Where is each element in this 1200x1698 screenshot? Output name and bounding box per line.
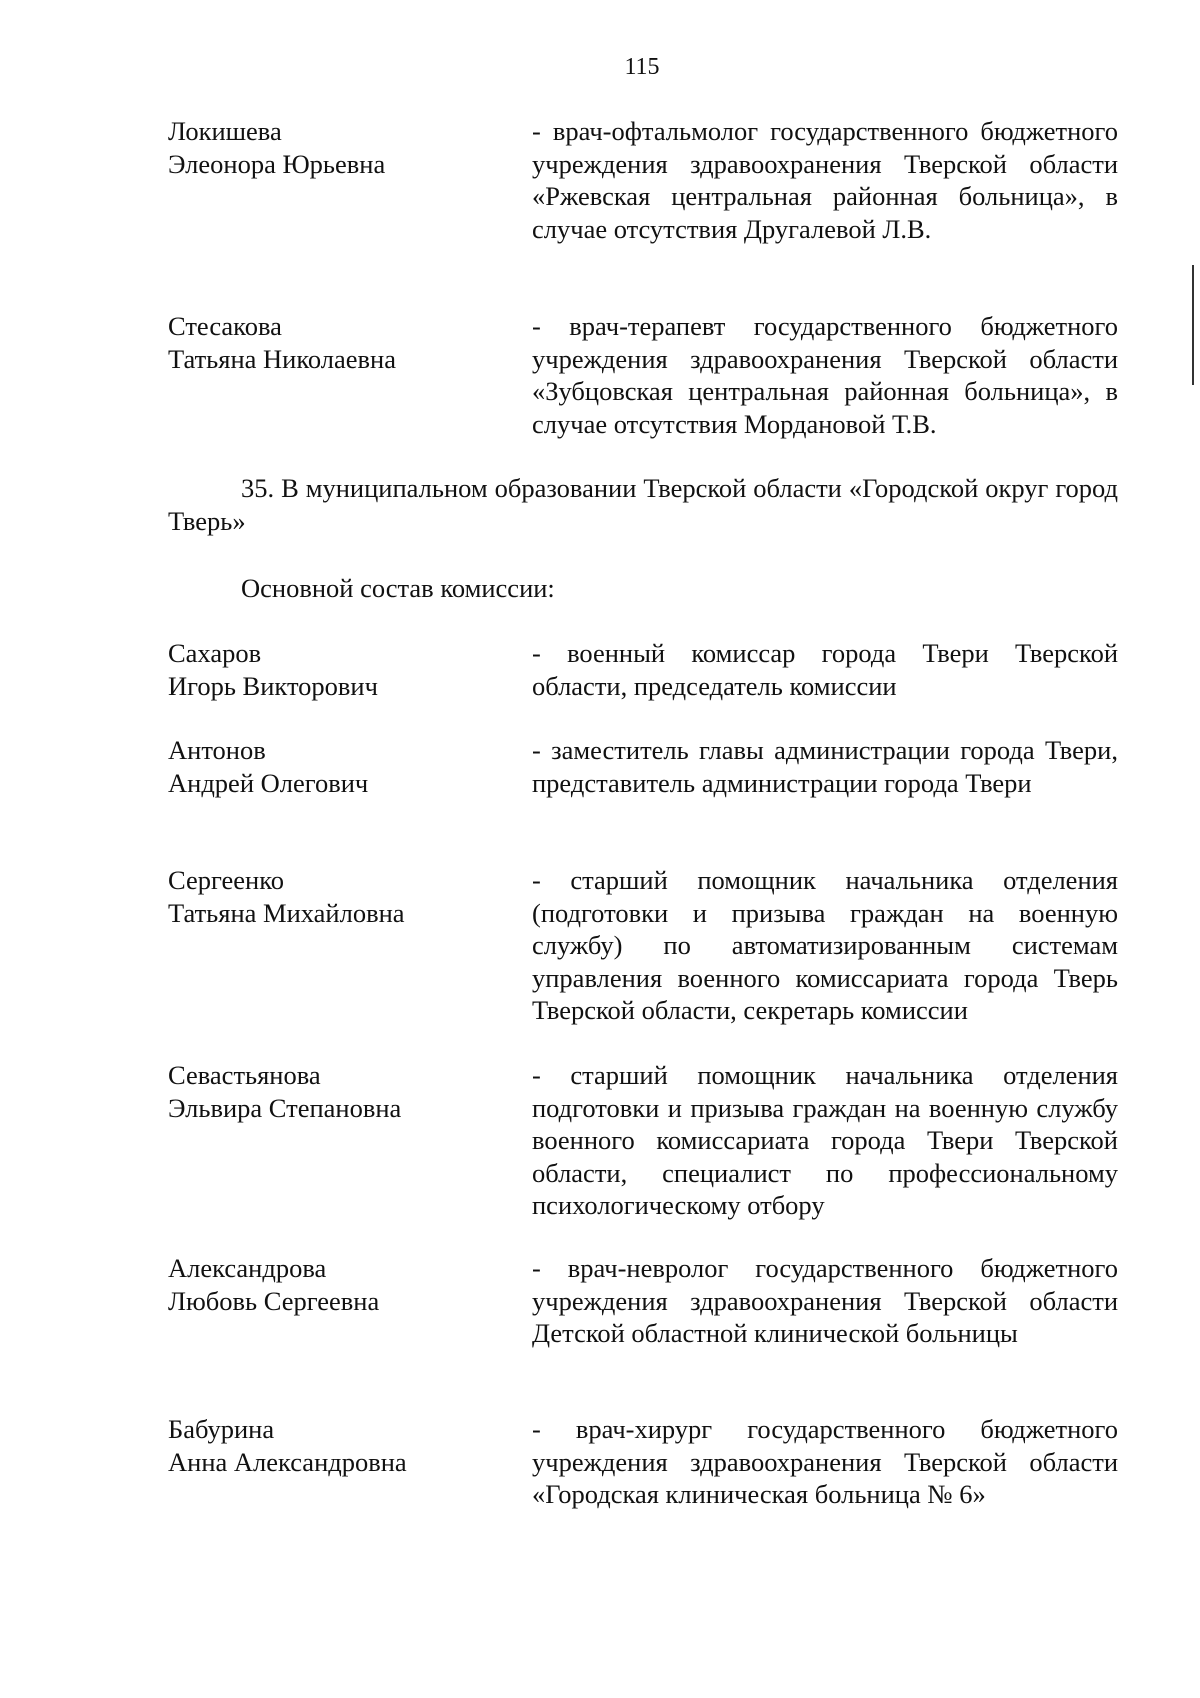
member-role: - врач-хирург государственного бюджетного учреждения здравоохранения Тверской области «Городская клиническая больница № 6» (532, 1414, 1118, 1509)
member-surname: Сергеенко (168, 865, 285, 895)
member-given-names: Эльвира Степановна (168, 1092, 402, 1123)
member-role: - врач-терапевт государственного бюджетного учреждения здравоохранения Тверской области «Зубцовская центральная районная больница», в случае отсутствия Мордановой Т.В. (532, 311, 1118, 439)
scan-edge-mark (1192, 265, 1194, 385)
member-surname: Севастьянова (168, 1060, 321, 1090)
member-surname: Александрова (168, 1253, 327, 1283)
member-given-names: Анна Александровна (168, 1446, 407, 1477)
member-role: - старший помощник начальника отделения подготовки и призыва граждан на военную службу военного комиссариата города Твери Тверской области, специалист по профессиональному психологическому отбору (532, 1060, 1118, 1220)
member-name (168, 1059, 508, 1124)
member-surname: Локишева (168, 116, 282, 146)
member-role: - врач-офтальмолог государственного бюджетного учреждения здравоохранения Тверской области «Ржевская центральная районная больница», в случае отсутствия Другалевой Л.В. (532, 116, 1118, 244)
member-surname: Бабурина (168, 1414, 275, 1444)
member-given-names: Татьяна Николаевна (168, 343, 396, 374)
member-given-names: Элеонора Юрьевна (168, 148, 386, 179)
member-name (168, 637, 508, 702)
member-name (168, 734, 508, 799)
member-role: - врач-невролог государственного бюджетного учреждения здравоохранения Тверской области Детской областной клинической больницы (532, 1253, 1118, 1348)
member-given-names: Андрей Олегович (168, 767, 369, 798)
member-given-names: Любовь Сергеевна (168, 1285, 380, 1316)
section-heading: 35. В муниципальном образовании Тверской области «Городской округ город Тверь» (168, 473, 1118, 536)
page-number: 115 (624, 54, 660, 80)
member-given-names: Татьяна Михайловна (168, 897, 405, 928)
member-surname: Сахаров (168, 638, 262, 668)
member-name (168, 864, 508, 929)
member-name (168, 1413, 508, 1478)
member-role: - старший помощник начальника отделения (подготовки и призыва граждан на военную службу) по автоматизированным системам управления военного комиссариата города Тверь Тверской области, секретарь комиссии (532, 865, 1118, 1025)
member-name (168, 115, 508, 180)
member-role: - заместитель главы администрации города Твери, представитель администрации города Твери (532, 735, 1118, 798)
member-name (168, 1252, 508, 1317)
member-surname: Стесакова (168, 311, 282, 341)
member-surname: Антонов (168, 735, 266, 765)
member-given-names: Игорь Викторович (168, 670, 378, 701)
member-name (168, 310, 508, 375)
member-role: - военный комиссар города Твери Тверской области, председатель комиссии (532, 638, 1118, 701)
section-subheading: Основной состав комиссии: (241, 573, 555, 603)
